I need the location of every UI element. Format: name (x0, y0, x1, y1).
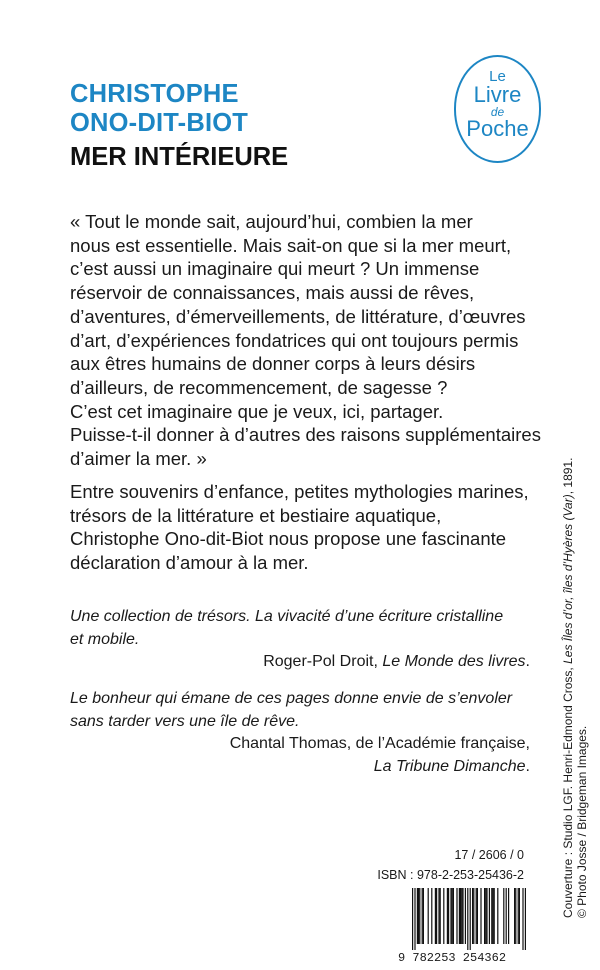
barcode-bar (462, 888, 463, 944)
barcode-bar (423, 888, 424, 944)
barcode-bar (440, 888, 441, 944)
logo-line-de: de (490, 105, 505, 119)
barcode-bar (472, 888, 473, 944)
barcode-bar (438, 888, 439, 944)
photo-credit-line: © Photo Josse / Bridgeman Images. (575, 725, 589, 918)
barcode (412, 888, 526, 950)
barcode-bar (470, 888, 471, 950)
barcode-bar (467, 888, 468, 950)
press-attribution (70, 651, 530, 674)
quote-line: « Tout le monde sait, aujourd’hui, combien la mer (70, 211, 473, 232)
barcode-bar (515, 888, 516, 944)
barcode-bar (436, 888, 437, 944)
press-source: La Tribune Dimanche (373, 757, 526, 775)
barcode-bar (417, 888, 418, 944)
quote-line: d’ailleurs, de recommencement, de sagesse ? (70, 376, 448, 398)
barcode-bar (519, 888, 520, 944)
quote-line: nous est essentielle. Mais sait-on que si la mer meurt, (70, 234, 512, 256)
quote-line: c’est aussi un imaginaire qui meurt ? Un immense (70, 258, 480, 280)
press-author: Chantal Thomas, de l’Académie française, (229, 735, 530, 752)
credit-suffix: , 1891. (561, 457, 575, 495)
barcode-bar (412, 888, 413, 950)
barcode-bar (525, 888, 526, 950)
quote-line: d’aimer la mer. » (70, 448, 207, 470)
quote-line: d’aventures, d’émerveillements, de littérature, d’œuvres (70, 305, 526, 327)
quote-line: réservoir de connaissances, mais aussi de rêves, (70, 282, 475, 304)
logo-line-le: Le (489, 68, 506, 85)
barcode-bar (447, 888, 448, 944)
barcode-bar (443, 888, 444, 944)
press-source: Le Monde des livres (382, 653, 526, 670)
credit-work: Les Îles d’or, îles d’Hyères (Var) (561, 494, 575, 664)
barcode-bar (485, 888, 486, 944)
logo-line-poche: Poche (466, 116, 529, 141)
barcode-bar (435, 888, 436, 944)
barcode-bar (465, 888, 466, 944)
barcode-bar (473, 888, 474, 944)
press-quote-line: sans tarder vers une île de rêve. (70, 712, 300, 730)
press-quote-line: Le bonheur qui émane de ces pages donne envie de s’envoler (70, 690, 513, 707)
reference-number: 17 / 2606 / 0 (454, 848, 524, 862)
barcode-digits: 9 782253 254362 (398, 951, 507, 965)
barcode-bar (514, 888, 515, 944)
barcode-bar (489, 888, 490, 944)
barcode-bar (497, 888, 498, 944)
logo-line-livre: Livre (473, 82, 522, 107)
isbn: ISBN : 978-2-253-25436-2 (377, 868, 524, 882)
summary-line: déclaration d’amour à la mer. (70, 552, 309, 574)
barcode-bar (456, 888, 457, 944)
barcode-block (398, 888, 526, 970)
quote-line: Puisse-t-il donner à d’autres des raisons supplémentaires (70, 424, 541, 446)
press-quote-line: et mobile. (70, 630, 140, 648)
barcode-bar (461, 888, 462, 944)
summary-line: trésors de la littérature et bestiaire aquatique, (70, 504, 442, 526)
publisher-logo (454, 55, 541, 163)
catalog-codes (377, 845, 524, 885)
book-summary (70, 480, 540, 575)
cover-credit-line (561, 457, 575, 918)
press-review-1 (70, 606, 530, 674)
barcode-bar (508, 888, 509, 944)
author-last-name: ONO-DIT-BIOT (70, 109, 249, 137)
barcode-bar (476, 888, 477, 944)
barcode-bar (428, 888, 429, 944)
barcode-bar (518, 888, 519, 944)
barcode-bar (503, 888, 504, 944)
barcode-bar (422, 888, 423, 944)
barcode-bar (414, 888, 415, 950)
credit-prefix: Couverture : Studio LGF. Henri-Edmond Cross, (561, 663, 575, 918)
barcode-bar (453, 888, 454, 944)
press-author: Roger-Pol Droit, (263, 653, 383, 670)
quote-line: C’est cet imaginaire que je veux, ici, partager. (70, 400, 444, 422)
author-quote (70, 210, 540, 471)
barcode-bar (491, 888, 492, 944)
quote-line: d’art, d’expériences fondatrices qui ont toujours permis (70, 329, 519, 351)
cover-credit (561, 457, 589, 918)
barcode-bar (460, 888, 461, 944)
press-source-end: . (525, 653, 530, 670)
barcode-bar (452, 888, 453, 944)
barcode-bar (484, 888, 485, 944)
barcode-bar (522, 888, 523, 950)
press-source-end: . (525, 757, 530, 775)
barcode-bar (459, 888, 460, 944)
summary-line: Christophe Ono-dit-Biot nous propose une fascinante (70, 528, 507, 550)
barcode-bar (419, 888, 420, 944)
barcode-bar (494, 888, 495, 944)
barcode-bar (477, 888, 478, 944)
barcode-bar (418, 888, 419, 944)
book-title: MER INTÉRIEURE (70, 143, 289, 171)
press-review-2 (70, 688, 530, 778)
press-attribution (70, 756, 530, 779)
barcode-bar (486, 888, 487, 944)
barcode-bar (492, 888, 493, 944)
barcode-bar (450, 888, 451, 944)
press-quote-line: Une collection de trésors. La vivacité d’une écriture cristalline (70, 608, 504, 625)
summary-line: Entre souvenirs d’enfance, petites mythologies marines, (70, 481, 529, 502)
barcode-bar (480, 888, 481, 944)
barcode-bar (506, 888, 507, 944)
author-name (70, 80, 248, 138)
author-first-name: CHRISTOPHE (70, 80, 239, 108)
barcode-bar (448, 888, 449, 944)
barcode-bar (431, 888, 432, 944)
quote-line: aux êtres humains de donner corps à leurs désirs (70, 353, 476, 375)
